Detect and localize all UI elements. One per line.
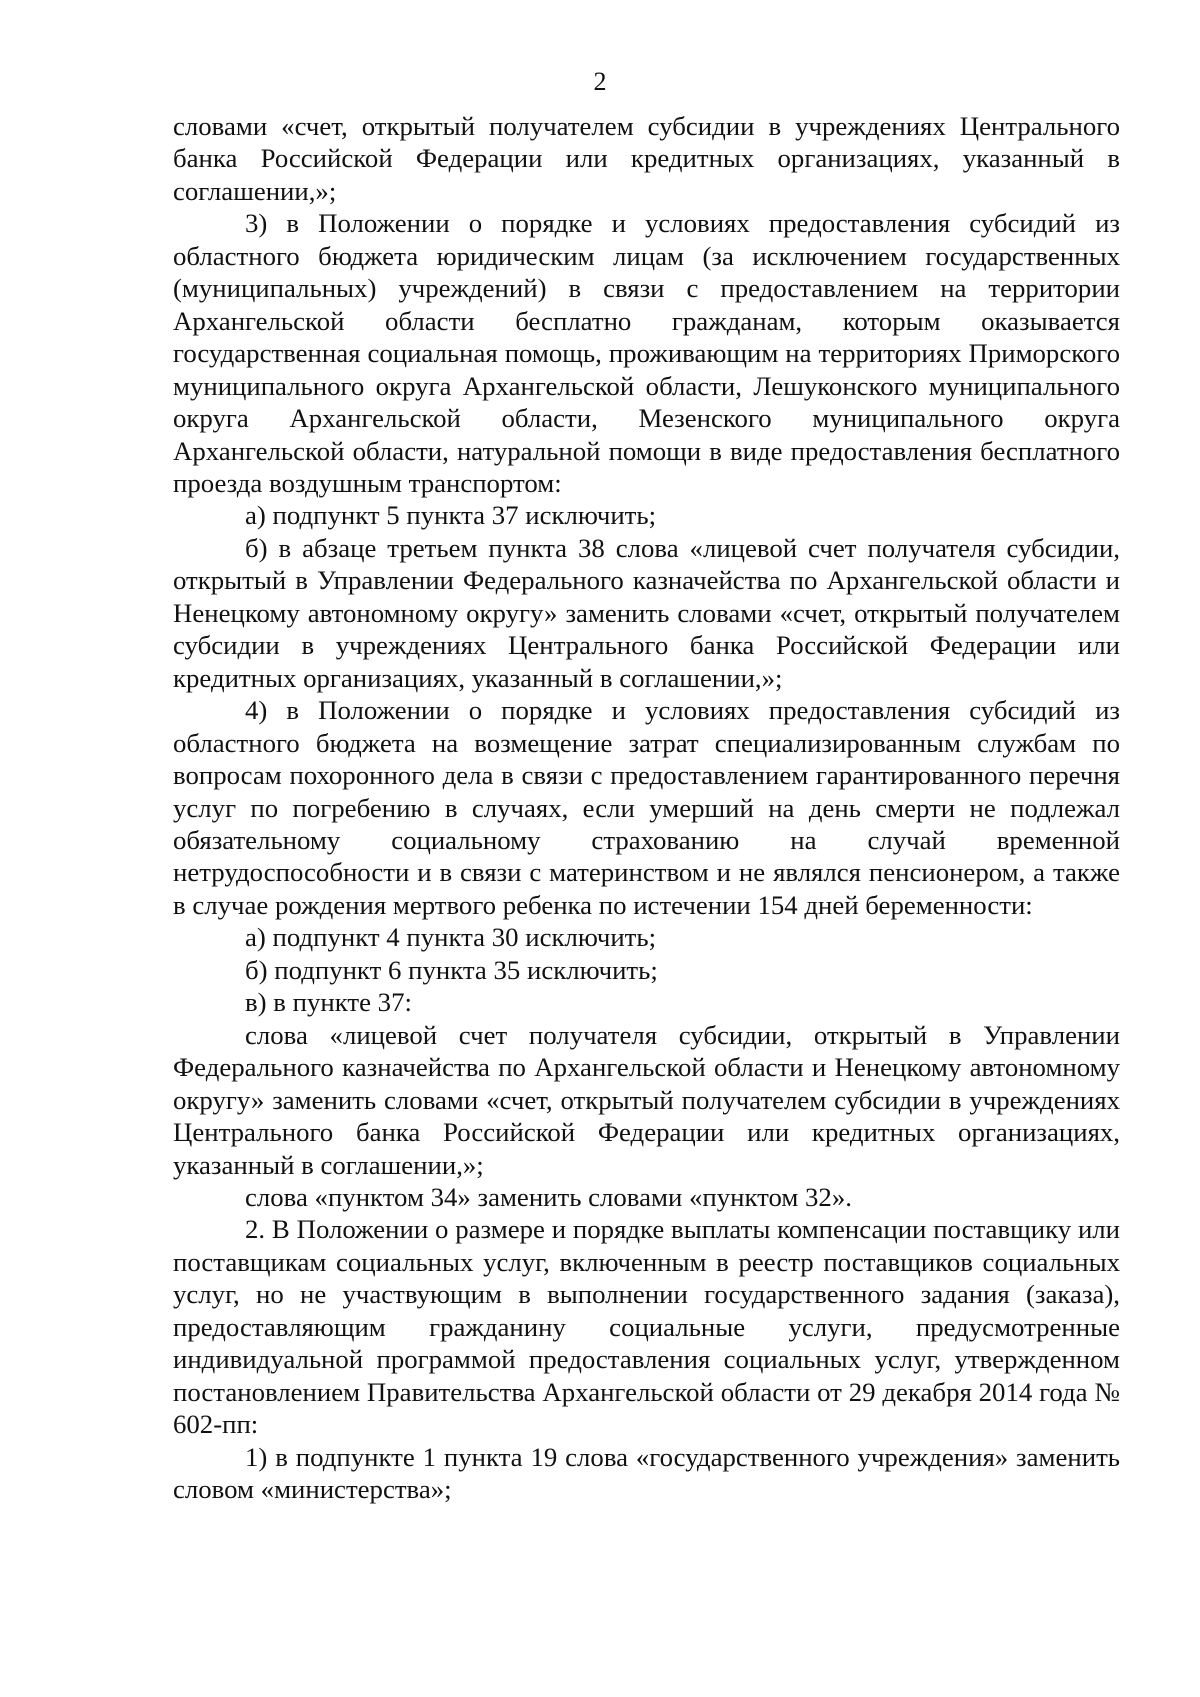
paragraph-subitem-4v-clause-1: слова «лицевой счет получателя субсидии, открытый в Управлении Федерального казначейства по Архангельской области и Ненецкому автономному округу» заменить словами «счет, открытый получателем субсидии в учреждениях Центрального банка Российской Федерации или кредитных организациях, указанный в соглашении,»; — [173, 1019, 1120, 1180]
paragraph-subitem-4b: б) подпункт 6 пункта 35 исключить; — [245, 954, 658, 985]
paragraph-item-4: 4) в Положении о порядке и условиях предоставления субсидий из областного бюджета на возмещение затрат специализированным службам по вопросам похоронного дела в связи с предоставлением гарантированного перечня услуг по погребению в случаях, если умерший на день смерти не подлежал обязательному социальному страхованию на случай временной нетрудоспособности и в связи с материнством и не являлся пенсионером, а также в случае рождения мертвого ребенка по истечении 154 дней беременности: — [173, 695, 1120, 920]
paragraph-section-2-item-1: 1) в подпункте 1 пункта 19 слова «государственного учреждения» заменить словом «министерства»; — [173, 1441, 1120, 1505]
document-body — [173, 110, 1120, 1505]
paragraph-subitem-3b: б) в абзаце третьем пункта 38 слова «лицевой счет получателя субсидии, открытый в Управлении Федерального казначейства по Архангельской области и Ненецкому автономному округу» заменить словами «счет, открытый получателем субсидии в учреждениях Центрального банка Российской Федерации или кредитных организациях, указанный в соглашении,»; — [173, 532, 1120, 693]
paragraph-subitem-4a: а) подпункт 4 пункта 30 исключить; — [245, 922, 657, 953]
paragraph-subitem-4v: в) в пункте 37: — [245, 987, 412, 1018]
paragraph-subitem-3a: а) подпункт 5 пункта 37 исключить; — [245, 500, 657, 531]
paragraph-subitem-4v-clause-2: слова «пунктом 34» заменить словами «пунктом 32». — [245, 1181, 852, 1212]
paragraph-continuation: словами «счет, открытый получателем субсидии в учреждениях Центрального банка Российской Федерации или кредитных организациях, указанный в соглашении,»; — [173, 111, 1120, 206]
paragraph-section-2: 2. В Положении о размере и порядке выплаты компенсации поставщику или поставщикам социальных услуг, включенным в реестр поставщиков социальных услуг, но не участвующим в выполнении государственного задания (заказа), предоставляющим гражданину социальные услуги, предусмотренные индивидуальной программой предоставления социальных услуг, утвержденном постановлением Правительства Архангельской области от 29 декабря 2014 года № 602-пп: — [173, 1214, 1120, 1440]
page-number: 2 — [593, 67, 607, 96]
paragraph-item-3: 3) в Положении о порядке и условиях предоставления субсидий из областного бюджета юридическим лицам (за исключением государственных (муниципальных) учреждений) в связи с предоставлением на территории Архангельской области бесплатно гражданам, которым оказывается государственная социальная помощь, проживающим на территориях Приморского муниципального округа Архангельской области, Лешуконского муниципального округа Архангельской области, Мезенского муниципального округа Архангельской области, натуральной помощи в виде предоставления бесплатного проезда воздушным транспортом: — [173, 208, 1120, 498]
